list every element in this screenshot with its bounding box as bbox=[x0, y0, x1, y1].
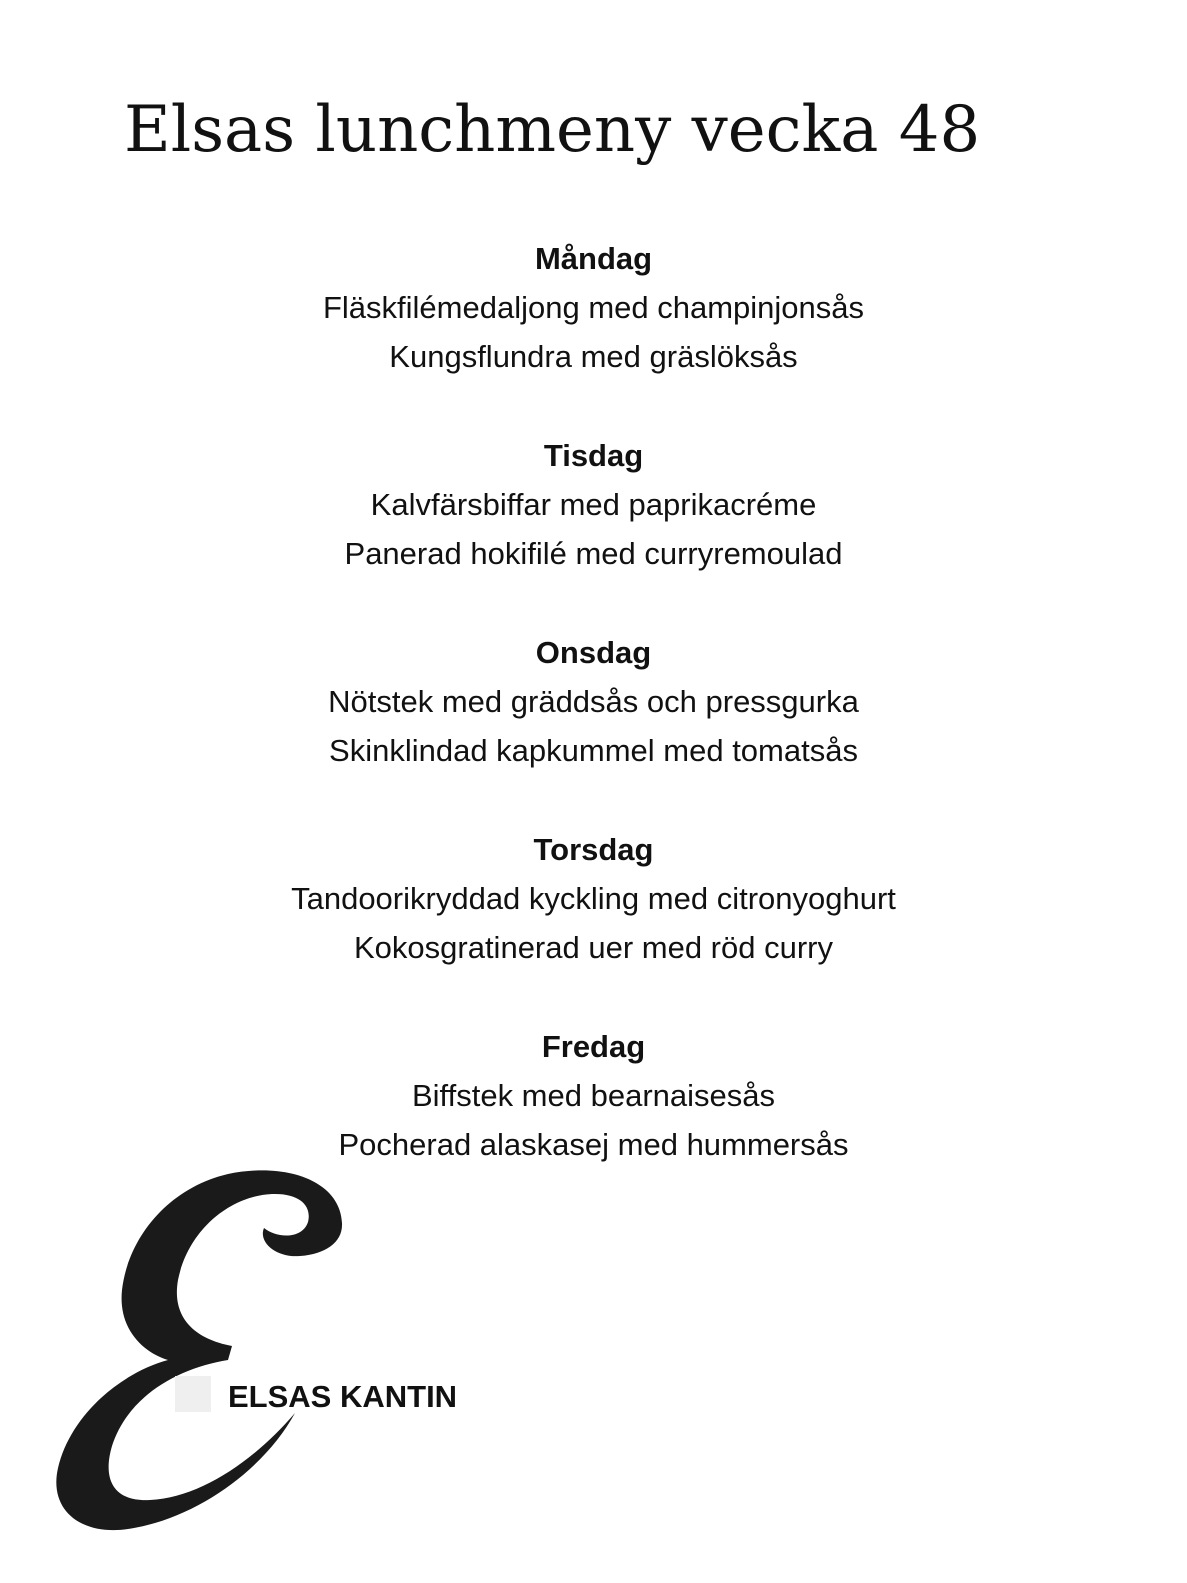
day-monday bbox=[0, 234, 1187, 431]
logo-text: ELSAS KANTIN bbox=[228, 1379, 458, 1414]
day-name: Måndag bbox=[534, 241, 653, 276]
dish-item: Fläskfilémedaljong med champinjonsås bbox=[322, 290, 865, 325]
dish-item: Skinklindad kapkummel med tomatsås bbox=[329, 733, 858, 768]
dish-item: Kungsflundra med gräslöksås bbox=[389, 339, 798, 374]
day-name: Onsdag bbox=[535, 635, 652, 670]
dish-item: Tandoorikryddad kyckling med citronyoghurt bbox=[291, 881, 896, 916]
day-name: Tisdag bbox=[543, 438, 644, 473]
day-wednesday bbox=[0, 628, 1187, 825]
elsas-kantin-logo bbox=[50, 1168, 470, 1548]
weekly-menu bbox=[0, 234, 1187, 1219]
script-e-logo-icon bbox=[50, 1168, 350, 1538]
dish-item: Kalvfärsbiffar med paprikacréme bbox=[370, 487, 817, 522]
day-tuesday bbox=[0, 431, 1187, 628]
dish-item: Biffstek med bearnaisesås bbox=[411, 1078, 775, 1113]
dish-item: Pocherad alaskasej med hummersås bbox=[338, 1127, 849, 1162]
day-name: Torsdag bbox=[533, 832, 654, 867]
dish-item: Panerad hokifilé med curryremoulad bbox=[344, 536, 843, 571]
dish-item: Nötstek med gräddsås och pressgurka bbox=[328, 684, 859, 719]
day-thursday bbox=[0, 825, 1187, 1022]
logo-square bbox=[175, 1376, 211, 1412]
day-name: Fredag bbox=[541, 1029, 646, 1064]
dish-item: Kokosgratinerad uer med röd curry bbox=[353, 930, 833, 965]
page-title: Elsas lunchmeny vecka 48 bbox=[124, 93, 981, 167]
